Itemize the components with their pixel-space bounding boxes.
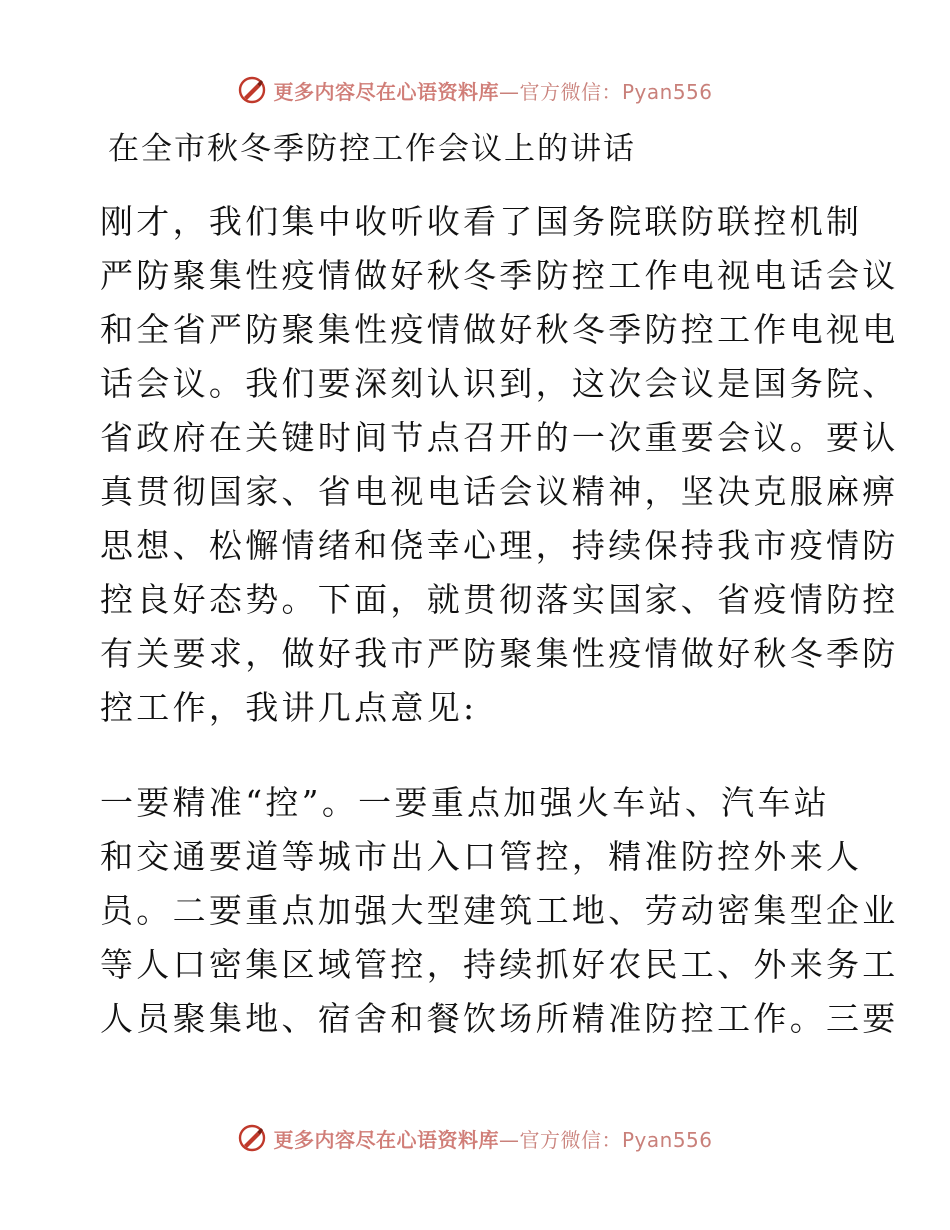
footer-separator: —	[498, 1127, 520, 1152]
paragraph-line: 一要精准“控”。一要重点加强火车站、汽车站	[100, 783, 831, 822]
paragraph-line: 省政府在关键时间节点召开的一次重要会议。要认	[100, 418, 899, 457]
pen-logo-icon	[237, 75, 267, 105]
paragraph-line: 控工作，我讲几点意见:	[100, 688, 478, 727]
header-wechat-id: Pyan556	[621, 79, 713, 104]
paragraph-line: 思想、松懈情绪和侥幸心理，持续保持我市疫情防	[100, 526, 899, 565]
paragraph-line: 话会议。我们要深刻认识到，这次会议是国务院、	[100, 364, 899, 403]
paragraph-line: 人员聚集地、宿舍和餐饮场所精准防控工作。三要	[100, 999, 899, 1038]
header-banner-text	[273, 76, 712, 105]
footer-site-text: 更多内容尽在心语资料库	[273, 1127, 499, 1152]
paragraph-line: 严防聚集性疫情做好秋冬季防控工作电视电话会议	[100, 256, 899, 295]
paragraph-line: 控良好态势。下面，就贯彻落实国家、省疫情防控	[100, 580, 899, 619]
header-banner	[0, 70, 950, 110]
footer-wechat-label: 官方微信：	[519, 1127, 622, 1152]
footer-wechat-id: Pyan556	[621, 1127, 713, 1152]
paragraph-line: 等人口密集区域管控，持续抓好农民工、外来务工	[100, 945, 899, 984]
header-separator: —	[498, 79, 520, 104]
document-title: 在全市秋冬季防控工作会议上的讲话	[108, 131, 636, 167]
paragraph-line: 员。二要重点加强大型建筑工地、劳动密集型企业	[100, 891, 899, 930]
paragraph-line: 和全省严防聚集性疫情做好秋冬季防控工作电视电	[100, 310, 899, 349]
paragraph-line: 真贯彻国家、省电视电话会议精神，坚决克服麻痹	[100, 472, 899, 511]
paragraph-line: 刚才，我们集中收听收看了国务院联防联控机制	[100, 202, 863, 241]
footer-banner	[0, 1118, 950, 1158]
paragraph-line: 和交通要道等城市出入口管控，精准防控外来人	[100, 837, 863, 876]
header-site-text: 更多内容尽在心语资料库	[273, 79, 499, 104]
pen-logo-icon	[237, 1123, 267, 1153]
paragraph-line: 有关要求，做好我市严防聚集性疫情做好秋冬季防	[100, 634, 899, 673]
header-wechat-label: 官方微信：	[519, 79, 622, 104]
footer-banner-text	[273, 1124, 712, 1153]
